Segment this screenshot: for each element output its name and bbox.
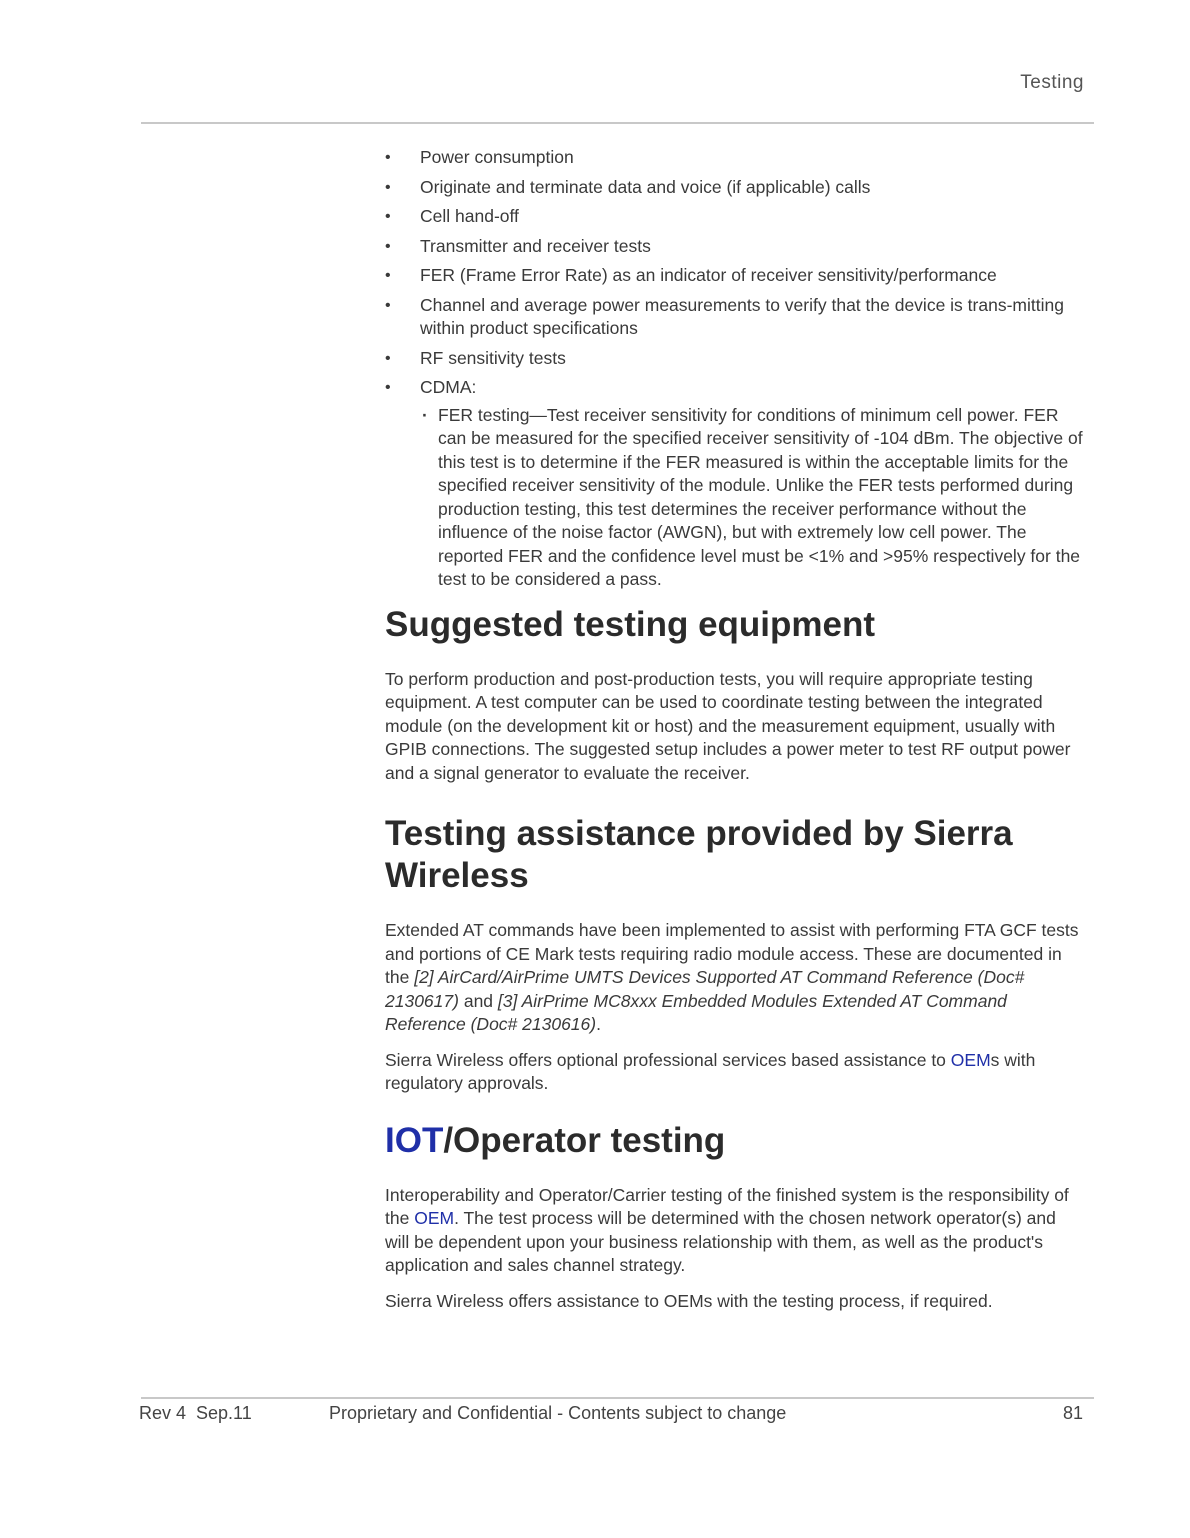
text-run: Extended AT commands have been implemented to assist with performing FTA GCF tests and portions of CE Mark tests requiring radio module access. These are documented in the <box>385 920 1079 987</box>
list-item: • FER (Frame Error Rate) as an indicator of receiver sensitivity/performance <box>385 264 1085 288</box>
list-item: • Power consumption <box>385 146 1085 170</box>
list-item: • Channel and average power measurements to verify that the device is trans-mitting within product specifications <box>385 294 1085 341</box>
paragraph-testing-assistance: Sierra Wireless offers assistance to OEMs with the testing process, if required. <box>385 1290 993 1311</box>
text-run: . The test process will be determined with the chosen network operator(s) and will be dependent upon your business relationship with them, as well as the product's application and sales channel strategy. <box>385 1208 1056 1275</box>
cdma-sub-list <box>420 404 1085 592</box>
test-bullet-list <box>385 146 1085 592</box>
footer-revision: Rev 4 Sep.11 <box>139 1403 252 1423</box>
doc-reference[interactable]: [3] AirPrime MC8xxx Embedded Modules Extended AT Command Reference (Doc# 2130616) <box>385 990 1007 1034</box>
running-header-title: Testing <box>1020 72 1084 93</box>
footer-confidentiality: Proprietary and Confidential - Contents subject to change <box>329 1403 787 1423</box>
header-rule <box>141 122 1094 124</box>
sub-list-item: · FER testing—Test receiver sensitivity for conditions of minimum cell power. FER can be measured for the specified receiver sensitivity of -104 dBm. The objective of this test is to determine if the FER measured is within the acceptable limits for the specified receiver sensitivity of the module. Unlike the FER tests performed during production testing, this test determines the receiver performance without the influence of the noise factor (AWGN), but with extremely low cell power. The reported FER and the confidence level must be <1% and >95% respectively for the test to be considered a pass. <box>420 404 1085 592</box>
heading-testing-assistance: Testing assistance provided by Sierra Wireless <box>385 814 1013 895</box>
list-item: • Cell hand-off <box>385 205 1085 229</box>
heading-text: /Operator testing <box>443 1120 726 1160</box>
paragraph-at-commands <box>385 919 1085 1037</box>
list-item-cdma <box>385 376 1085 592</box>
text-run: . <box>596 1014 601 1034</box>
paragraph-interoperability <box>385 1184 1085 1278</box>
text-run: Sierra Wireless offers optional professional services based assistance to <box>385 1049 951 1070</box>
doc-reference[interactable]: [2] AirCard/AirPrime UMTS Devices Supported AT Command Reference (Doc# 2130617) <box>385 967 1025 1011</box>
heading-iot-operator-testing <box>385 1120 1085 1162</box>
oem-glossary-link[interactable]: OEM <box>414 1208 455 1228</box>
list-item: • Originate and terminate data and voice (if applicable) calls <box>385 176 1085 200</box>
cdma-label: CDMA: <box>420 377 477 397</box>
page-number: 81 <box>1062 1403 1083 1423</box>
oem-glossary-link[interactable]: OEM <box>950 1049 991 1070</box>
text-run: s with regulatory approvals. <box>385 1049 1036 1093</box>
iot-glossary-link[interactable]: IOT <box>385 1120 444 1160</box>
list-item: • RF sensitivity tests <box>385 347 1085 371</box>
paragraph-professional-services <box>385 1049 1085 1096</box>
text-run: and <box>458 990 498 1011</box>
footer-rule <box>141 1397 1094 1399</box>
page-content <box>385 146 1085 1325</box>
list-item: • Transmitter and receiver tests <box>385 235 1085 259</box>
paragraph-equipment: To perform production and post-production tests, you will require appropriate testing equipment. A test computer can be used to coordinate testing between the integrated module (on the development kit or host) and the measurement equipment, usually with GPIB connections. The suggested setup includes a power meter to test RF output power and a signal generator to evaluate the receiver. <box>385 668 1071 783</box>
heading-suggested-equipment: Suggested testing equipment <box>385 604 876 644</box>
text-run: Interoperability and Operator/Carrier testing of the finished system is the responsibility of the <box>385 1184 1069 1228</box>
